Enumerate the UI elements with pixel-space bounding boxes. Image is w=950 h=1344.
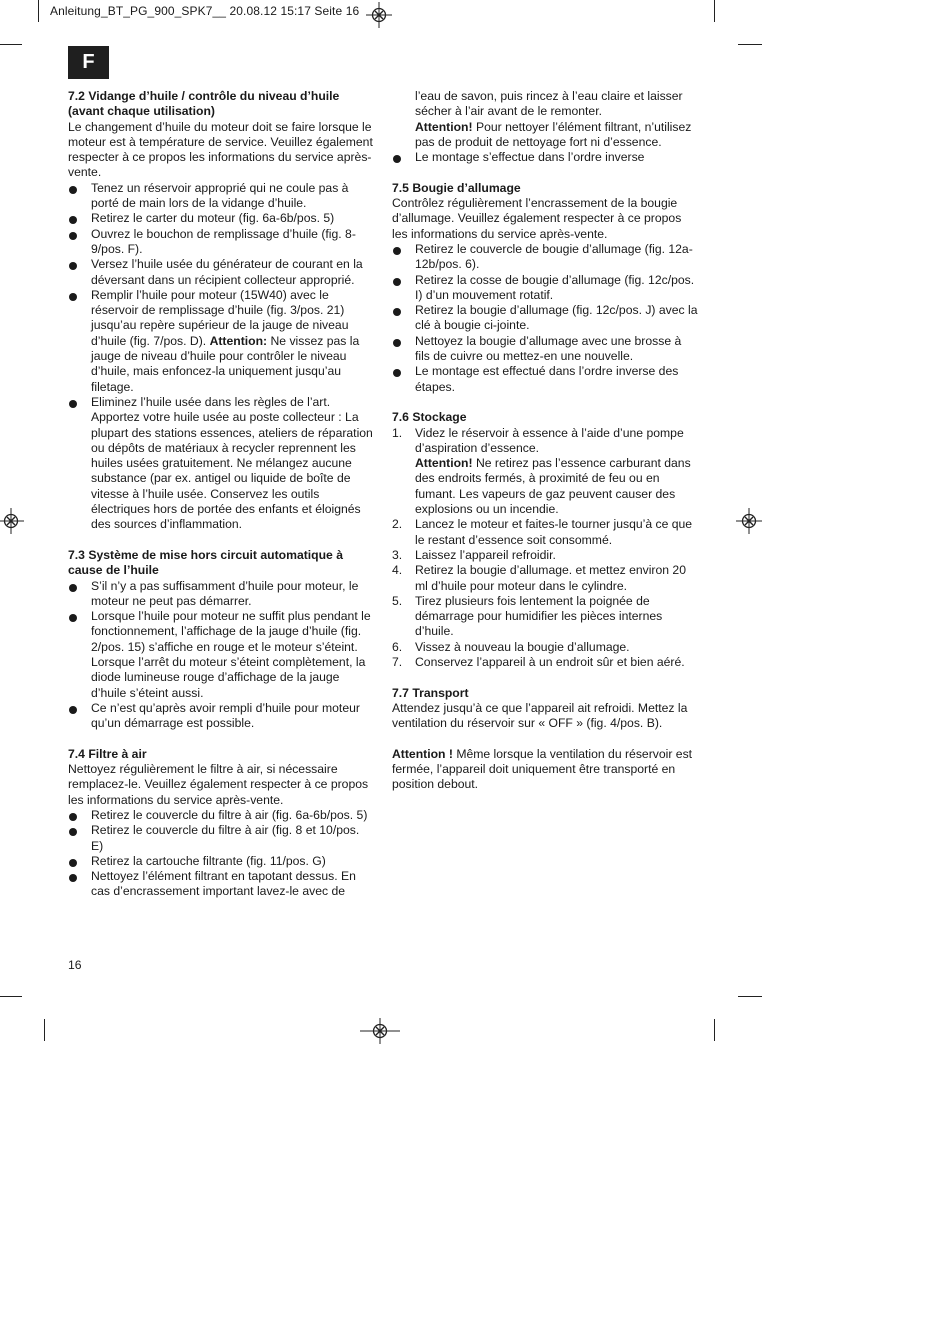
step-text: Lancez le moteur et faites-le tourner jusqu’à ce que le restant d’essence soit consommé. xyxy=(415,517,693,547)
numbered-list-7-6 xyxy=(392,426,698,671)
step-number: 6. xyxy=(392,639,403,654)
list-item: Ouvrez le bouchon de remplissage d’huile (fig. 8-9/pos. F). xyxy=(68,227,374,258)
list-item-text: Ne vissez pas la jauge de niveau d’huile pour contrôler le niveau d’huile, mais enfoncez-la uniquement jusqu’au filetage. xyxy=(91,333,360,394)
registration-mark-icon xyxy=(360,1018,400,1044)
step-text: Laissez l’appareil refroidir. xyxy=(415,547,556,562)
step-text: Retirez la bougie d’allumage. et mettez environ 20 ml d’huile pour moteur dans le cylindre. xyxy=(415,563,686,593)
attention-note xyxy=(415,120,698,151)
list-item: Retirez le carter du moteur (fig. 6a-6b/pos. 5) xyxy=(68,211,374,226)
list-item: Retirez la cosse de bougie d’allumage (fig. 12c/pos. I) d’un mouvement rotatif. xyxy=(392,273,698,304)
list-item: Retirez la cartouche filtrante (fig. 11/pos. G) xyxy=(68,854,374,869)
list-item xyxy=(392,655,698,670)
list-item xyxy=(392,548,698,563)
section-title-7-6: 7.6 Stockage xyxy=(392,410,467,425)
crop-mark xyxy=(0,996,22,997)
list-item: Tenez un réservoir approprié qui ne coule pas à porté de main lors de la vidange d’huile. xyxy=(68,181,374,212)
list-item: Lorsque l’huile pour moteur ne suffit plus pendant le fonctionnement, l’affichage de la jauge d’huile (fig. 2/pos. 15) s’affiche en rouge et le moteur s’éteint. Lorsque l’arrêt du moteur s’éteint complètement, la diode lumineuse rouge d’affichage de la jauge d’huile s’éteint aussi. xyxy=(68,609,374,701)
section-intro-7-5: Contrôlez régulièrement l’encrassement de la bougie d’allumage. Veuillez également respecter à ce propos les informations du service après-vente. xyxy=(392,196,682,241)
list-item: Retirez le couvercle du filtre à air (fig. 6a-6b/pos. 5) xyxy=(68,808,374,823)
list-item: Le montage est effectué dans l’ordre inverse des étapes. xyxy=(392,364,698,395)
right-column xyxy=(392,89,698,793)
step-text: Conservez l’appareil à un endroit sûr et bien aéré. xyxy=(415,654,685,669)
attention-note xyxy=(392,747,698,793)
step-number: 4. xyxy=(392,563,403,578)
list-item: S’il n’y a pas suffisamment d’huile pour moteur, le moteur ne peut pas démarrer. xyxy=(68,579,374,610)
step-number: 7. xyxy=(392,654,403,669)
section-intro-7-4: Nettoyez régulièrement le filtre à air, si nécessaire remplacez-le. Veuillez également respecter à ce propos les informations du service après-vente. xyxy=(68,762,369,807)
list-item: Eliminez l’huile usée dans les règles de l’art. Apportez votre huile usée au poste collecteur : La plupart des stations essences, ateliers de réparation ou dépôts de matériaux à recycler reprennent les huiles usées gratuitement. Ne mélangez aucune substance (par ex. antigel ou liquide de boîte de vitesse à l’huile usée. Conservez les outils électriques hors de portée des enfants et éloignés des sources d’inflammation. xyxy=(68,395,374,533)
section-title-7-3: 7.3 Système de mise hors circuit automatique à cause de l’huile xyxy=(68,547,343,578)
bullet-list-7-2 xyxy=(68,181,374,533)
crop-mark xyxy=(738,44,762,45)
page-number: 16 xyxy=(68,958,82,972)
section-intro-7-7: Attendez jusqu’à ce que l’appareil ait refroidi. Mettez la ventilation du réservoir sur « OFF » (fig. 4/pos. B). xyxy=(392,700,688,731)
list-item xyxy=(392,563,698,594)
section-title-7-7: 7.7 Transport xyxy=(392,685,469,700)
list-item: Nettoyez la bougie d’allumage avec une brosse à fils de cuivre ou mettez-en une nouvelle. xyxy=(392,334,698,365)
crop-mark xyxy=(738,996,762,997)
section-title-7-4: 7.4 Filtre à air xyxy=(68,746,147,761)
list-item xyxy=(68,288,374,395)
list-item: Retirez le couvercle de bougie d’allumage (fig. 12a-12b/pos. 6). xyxy=(392,242,698,273)
language-badge: F xyxy=(68,46,109,79)
registration-mark-icon xyxy=(366,2,392,28)
registration-mark-icon xyxy=(736,508,762,534)
step-text: Videz le réservoir à essence à l’aide d’une pompe d’aspiration d’essence. xyxy=(415,425,684,455)
list-item xyxy=(392,517,698,548)
registration-mark-icon xyxy=(0,508,24,534)
bullet-list-7-3 xyxy=(68,579,374,732)
crop-mark xyxy=(44,1019,45,1041)
list-item: Ce n’est qu’après avoir rempli d’huile pour moteur qu’un démarrage est possible. xyxy=(68,701,374,732)
step-number: 5. xyxy=(392,593,403,608)
left-column xyxy=(68,89,374,900)
list-item xyxy=(392,594,698,640)
step-number: 3. xyxy=(392,547,403,562)
section-intro-7-2: Le changement d’huile du moteur doit se faire lorsque le moteur est à température de service. Veuillez également respecter à ce propos les informations du service après-vente. xyxy=(68,119,373,180)
list-item-text: Remplir l’huile pour moteur (15W40) avec le réservoir de remplissage d’huile (fig. 3/pos. 21) jusqu’au repère supérieur de la jauge de niveau d’huile (fig. 7/pos. D). xyxy=(91,287,349,348)
list-item: Retirez la bougie d’allumage (fig. 12c/pos. J) avec la clé à bougie ci-jointe. xyxy=(392,303,698,334)
step-text: Tirez plusieurs fois lentement la poignée de démarrage pour humidifier les pièces internes d’huile. xyxy=(415,593,663,639)
bullet-list-7-5 xyxy=(392,242,698,395)
step-number: 2. xyxy=(392,517,403,532)
attention-text: Pour nettoyer l’élément filtrant, n’utilisez pas de produit de nettoyage fort ni d’essence. xyxy=(415,119,692,149)
list-item: Nettoyez l’élément filtrant en tapotant dessus. En cas d’encrassement important lavez-le avec de xyxy=(68,869,374,900)
continued-paragraph xyxy=(392,89,698,150)
step-number: 1. xyxy=(392,425,403,440)
list-item: Versez l’huile usée du générateur de courant en la déversant dans un récipient collecteur approprié. xyxy=(68,257,374,288)
list-item xyxy=(392,426,698,518)
continued-text: l’eau de savon, puis rincez à l’eau claire et laisser sécher à l’air avant de le remonter. xyxy=(415,89,683,119)
crop-mark xyxy=(714,1019,715,1041)
list-item xyxy=(392,640,698,655)
attention-text: Ne retirez pas l’essence carburant dans des endroits fermés, à proximité de feu ou en fumant. Les vapeurs de gaz peuvent causer des explosions ou un incendie. xyxy=(415,456,691,517)
section-title-7-2: 7.2 Vidange d’huile / contrôle du niveau d’huile xyxy=(68,89,340,103)
section-title-7-5: 7.5 Bougie d’allumage xyxy=(392,180,521,195)
print-header: Anleitung_BT_PG_900_SPK7__ 20.08.12 15:17 Seite 16 xyxy=(50,4,360,18)
attention-label: Attention ! xyxy=(392,746,453,761)
bullet-list-7-4 xyxy=(68,808,374,900)
attention-text: Même lorsque la ventilation du réservoir est fermée, l’appareil doit uniquement être transporté en position debout. xyxy=(392,746,693,792)
attention-label: Attention! xyxy=(415,456,473,471)
step-text: Vissez à nouveau la bougie d’allumage. xyxy=(415,639,630,654)
bullet-list-7-4-cont xyxy=(392,150,698,165)
crop-mark xyxy=(714,0,715,22)
crop-mark xyxy=(38,0,39,22)
list-item: Le montage s’effectue dans l’ordre inverse xyxy=(392,150,698,165)
attention-label: Attention! xyxy=(415,119,473,134)
section-subtitle-7-2: (avant chaque utilisation) xyxy=(68,104,215,119)
list-item: Retirez le couvercle du filtre à air (fig. 8 et 10/pos. E) xyxy=(68,823,374,854)
attention-label: Attention: xyxy=(209,333,268,348)
crop-mark xyxy=(0,44,22,45)
